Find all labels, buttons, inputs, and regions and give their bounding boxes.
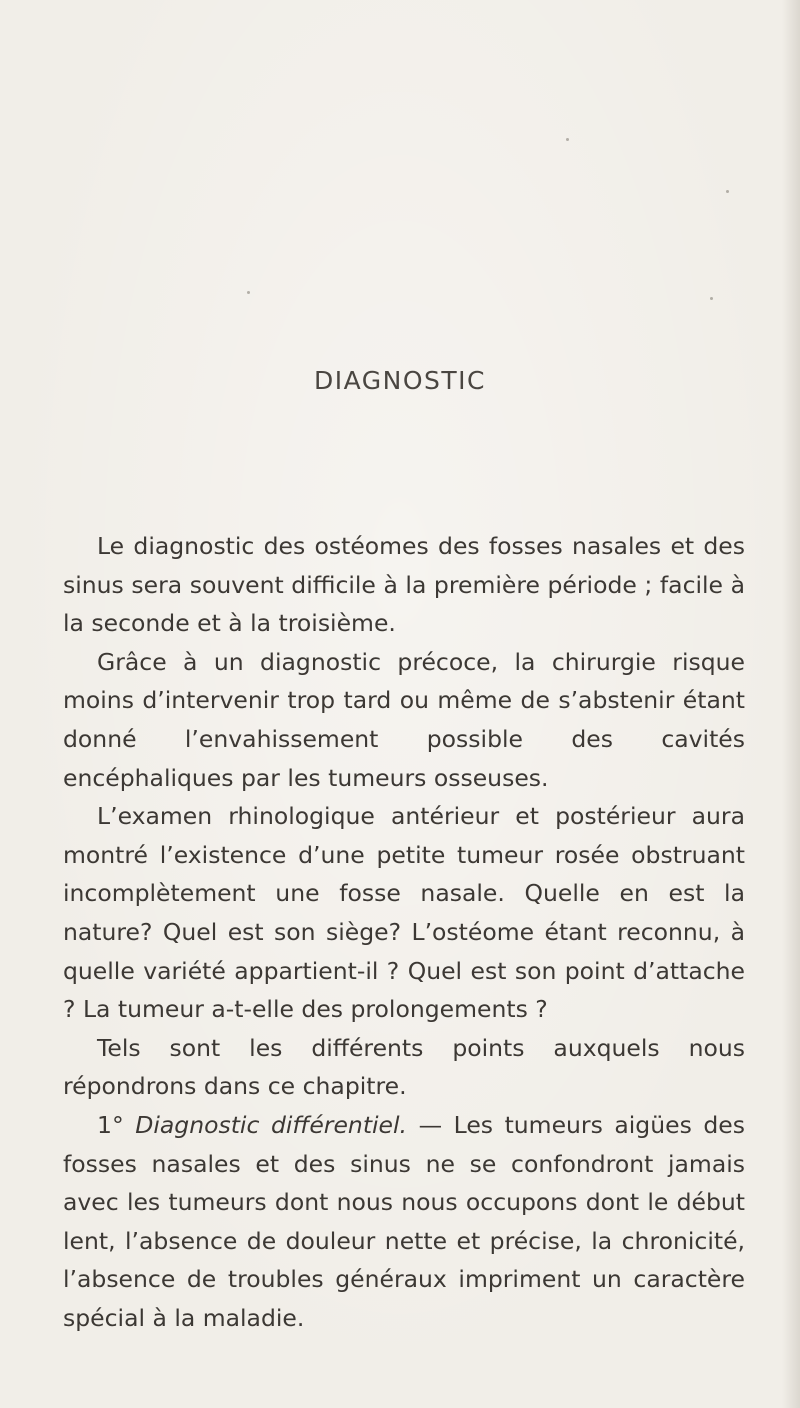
paper-speck [710,297,713,300]
paragraph-4: Tels sont les différents points auxquels nous répondrons dans ce chapitre. [63,1033,745,1101]
body-text [63,527,745,1337]
chapter-heading: DIAGNOSTIC [313,366,486,395]
section-text: — Les tumeurs aigües des fosses nasales et des sinus ne se confondront jamais avec les tumeurs dont nous nous occupons dont le début lent, l’absence de douleur nette et précise, la chronicité, l’absence de troubles généraux impriment un caractère spécial à la maladie. [63,1110,745,1332]
paper-speck [566,138,569,141]
section-title: Diagnostic différentiel. [135,1110,408,1139]
page-edge-shadow [782,0,800,1408]
paper-speck [726,190,729,193]
paragraph-1: Le diagnostic des ostéomes des fosses nasales et des sinus sera souvent difficile à la première période ; facile à la seconde et à la troisième. [63,532,745,638]
paper-speck [247,291,250,294]
section-number: 1° [97,1110,124,1139]
paragraph-2: Grâce à un diagnostic précoce, la chirurgie risque moins d’intervenir trop tard ou même de s’abstenir étant donné l’envahissement possible des cavités encéphaliques par les tumeurs osseuses. [63,647,745,792]
paragraph-section-1 [63,1106,745,1338]
paragraph-3: L’examen rhinologique antérieur et postérieur aura montré l’existence d’une petite tumeur rosée obstruant incomplètement une fosse nasale. Quelle en est la nature? Quel est son siège? L’ostéome étant reconnu, à quelle variété appartient-il ? Quel est son point d’attache ? La tumeur a-t-elle des prolongements ? [63,802,745,1024]
